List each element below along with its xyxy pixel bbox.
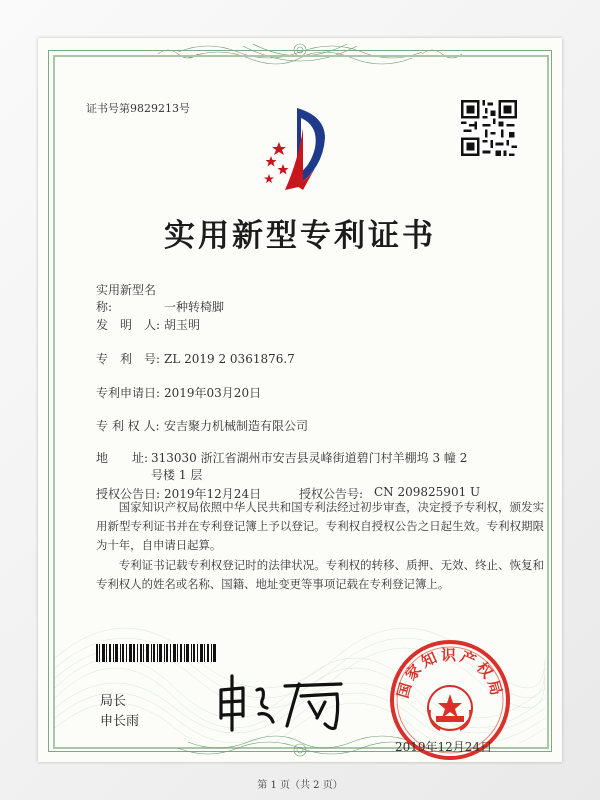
signatory-name: 申长雨 <box>100 714 140 729</box>
legal-paragraph-1: 国家知识产权局依照中华人民共和国专利法经过初步审查，决定授予专利权，颁发实用新型专利证书并在专利登记簿上予以登记。专利权自授权公告之日起生效。专利权期限为十年，自申请日起算。 <box>96 500 544 552</box>
field-label: 实用新型名称: <box>96 283 157 314</box>
field-value: 胡玉明 <box>164 318 201 332</box>
certificate-title: 实用新型专利证书 <box>164 218 436 254</box>
field-value: 2019年12月24日 <box>164 487 262 501</box>
field-label: 地 址: <box>96 451 149 465</box>
field-value: 一种转椅脚 <box>164 300 225 314</box>
field-value: ZL 2019 2 0361876.7 <box>164 352 295 366</box>
field-label: 专 利 号: <box>96 352 161 366</box>
svg-text:国家知识产权局: 国家知识产权局 <box>393 646 507 701</box>
field-address <box>96 449 467 466</box>
publication-number-label: 授权公告号: <box>299 487 364 501</box>
publication-number-value: CN 209825901 U <box>374 485 481 499</box>
page-number: 第 1 页（共 2 页） <box>257 780 343 791</box>
field-label: 专 利 权 人: <box>96 419 160 433</box>
cnipa-logo-icon <box>263 98 343 198</box>
field-patentee <box>96 417 308 434</box>
field-value: 2019年03月20日 <box>164 386 262 400</box>
field-label: 专利申请日: <box>96 386 161 400</box>
barcode-icon <box>96 644 216 662</box>
seal-date: 2019年12月24日 <box>395 740 493 754</box>
field-label: 发 明 人: <box>96 318 161 332</box>
certificate-paper <box>38 38 562 791</box>
certificate-number: 证书号第9829213号 <box>86 102 190 115</box>
legal-paragraph-2: 专利证书记载专利权登记时的法律状况。专利权的转移、质押、无效、终止、恢复和专利权人的姓名或名称、国籍、地址变更等事项记载在专利登记簿上。 <box>96 558 544 591</box>
address-line-2: 号楼 1 层 <box>151 468 203 482</box>
signatory-title: 局长 <box>100 694 127 709</box>
field-inventor <box>96 316 200 333</box>
field-value: 313030 浙江省湖州市安吉县灵峰街道碧门村羊棚坞 3 幢 2 <box>151 451 468 465</box>
handwritten-signature <box>213 668 353 738</box>
field-patent-number <box>96 350 295 367</box>
field-value: 安吉聚力机械制造有限公司 <box>164 419 309 433</box>
field-label: 授权公告日: <box>96 487 161 501</box>
qr-code-icon <box>461 100 517 156</box>
field-filing-date <box>96 384 261 401</box>
field-utility-model-name <box>96 281 224 315</box>
